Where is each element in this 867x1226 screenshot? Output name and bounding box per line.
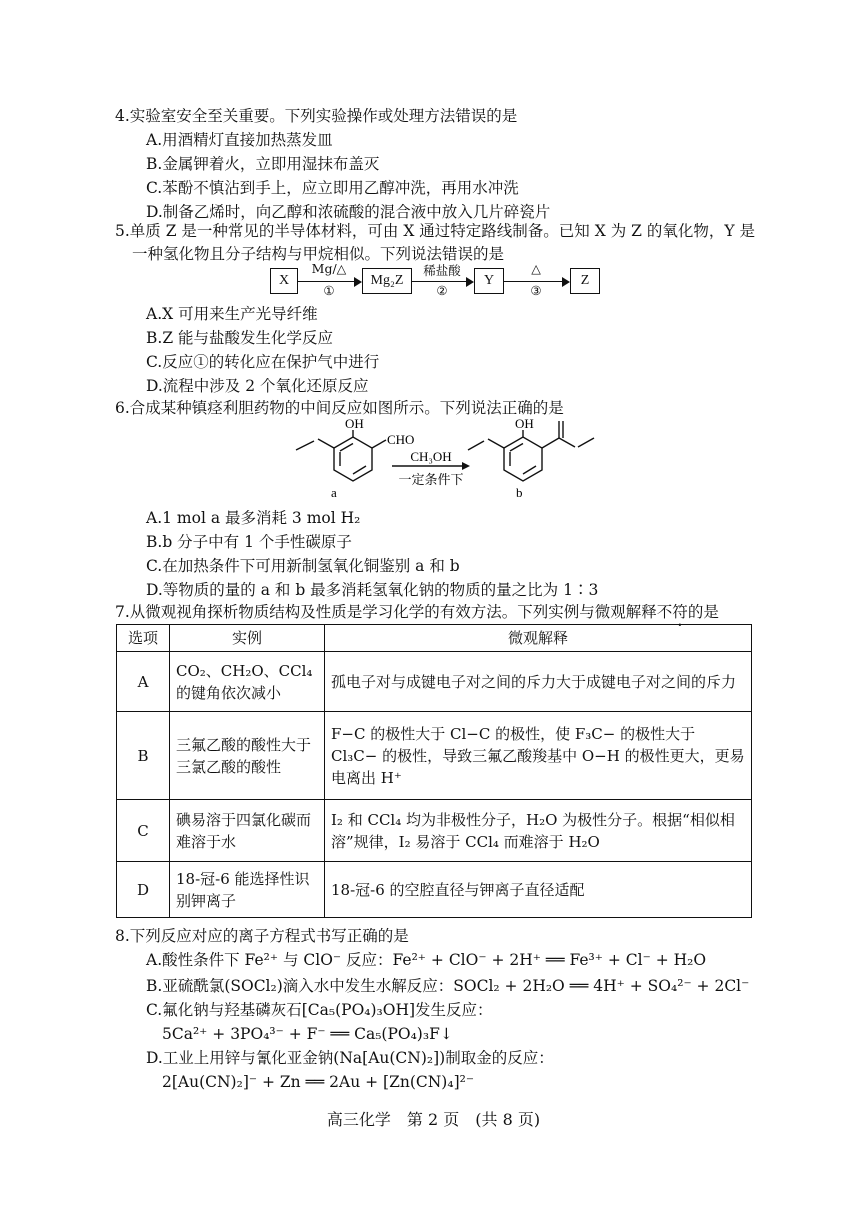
q5-stem-1: 5.单质 Z 是一种常见的半导体材料，可由 X 通过特定路线制备。已知 X 为 Z 的氧化物，Y 是 <box>115 222 755 240</box>
q4-stem: 4.实验室安全至关重要。下列实验操作或处理方法错误的是 <box>115 107 518 125</box>
q5-stem-2: 一种氢化物且分子结构与甲烷相似。下列说法错误的是 <box>132 245 505 263</box>
a-oh-label: OH <box>345 416 364 431</box>
header-example: 实例 <box>170 625 325 652</box>
q6-option-a: A.1 mol a 最多消耗 3 mol H₂ <box>146 509 361 527</box>
q4-option-b: B.金属钾着火，立即用湿抹布盖灭 <box>146 155 380 173</box>
q8-option-b: B.亚硫酰氯(SOCl₂)滴入水中发生水解反应：SOCl₂ + 2H₂O ══ 4H⁺ + SO₄²⁻ + 2Cl⁻ <box>146 977 750 995</box>
q7-stem-end: 的是 <box>687 603 719 621</box>
table-row <box>117 652 752 712</box>
arrow-2-top: 稀盐酸 <box>423 263 461 278</box>
table-row <box>117 862 752 918</box>
q8-option-d-line1: D.工业上用锌与氰化亚金钠(Na[Au(CN)₂])制取金的反应： <box>146 1049 554 1067</box>
q6-stem: 6.合成某种镇痉利胆药物的中间反应如图所示。下列说法正确的是 <box>115 399 564 417</box>
row-option: B <box>117 712 170 800</box>
arrow-1-top: Mg/△ <box>311 261 347 276</box>
q8-option-d-equation: 2[Au(CN)₂]⁻ + Zn ══ 2Au + [Zn(CN)₄]²⁻ <box>162 1073 475 1091</box>
page-footer: 高三化学 第 2 页 (共 8 页) <box>326 1110 541 1129</box>
header-explanation: 微观解释 <box>325 625 752 652</box>
q5-option-b: B.Z 能与盐酸发生化学反应 <box>146 329 334 347</box>
header-option: 选项 <box>117 625 170 652</box>
q8-stem: 8.下列反应对应的离子方程式书写正确的是 <box>115 927 409 945</box>
q5-option-d: D.流程中涉及 2 个氧化还原反应 <box>146 377 369 395</box>
node-mg2z: Mg₂Z <box>362 268 412 294</box>
row-option: D <box>117 862 170 918</box>
q6-reaction-scheme <box>0 0 867 520</box>
node-x: X <box>270 268 298 294</box>
q6-option-d: D.等物质的量的 a 和 b 最多消耗氢氧化钠的物质的量之比为 1∶3 <box>146 581 599 599</box>
arrow-3-bottom: ③ <box>530 283 542 298</box>
table-row <box>117 712 752 800</box>
row-option: C <box>117 800 170 862</box>
q6-arrowhead <box>462 462 470 470</box>
q7-stem-main: 7.从微观视角探析物质结构及性质是学习化学的有效方法。下列实例与微观解释不 <box>115 603 673 621</box>
q8-option-c-equation: 5Ca²⁺ + 3PO₄³⁻ + F⁻ ══ Ca₅(PO₄)₃F↓ <box>162 1025 453 1043</box>
row-explanation: 孤电子对与成键电子对之间的斥力大于成键电子对之间的斥力 <box>325 652 752 712</box>
row-example: 三氟乙酸的酸性大于三氯乙酸的酸性 <box>170 712 325 800</box>
q4-option-c: C.苯酚不慎沾到手上，应立即用乙醇冲洗，再用水冲洗 <box>146 179 519 197</box>
q5-option-c: C.反应①的转化应在保护气中进行 <box>146 353 380 371</box>
q6-option-b: B.b 分子中有 1 个手性碳原子 <box>146 533 352 551</box>
q6-reagent: CH₃OH <box>410 449 452 464</box>
label-b: b <box>516 485 523 500</box>
q6-condition: 一定条件下 <box>398 473 464 488</box>
q5-option-a: A.X 可用来生产光导纤维 <box>146 305 318 323</box>
node-z: Z <box>570 268 600 294</box>
q8-option-a: A.酸性条件下 Fe²⁺ 与 ClO⁻ 反应：Fe²⁺ + ClO⁻ + 2H⁺ ══ Fe³⁺ + Cl⁻ + H₂O <box>146 951 707 969</box>
row-option: A <box>117 652 170 712</box>
row-example: 18-冠-6 能选择性识别钾离子 <box>170 862 325 918</box>
table-row <box>117 800 752 862</box>
row-explanation: F−C 的极性大于 Cl−C 的极性，使 F₃C− 的极性大于 Cl₃C− 的极性，导致三氟乙酸羧基中 O−H 的极性更大，更易电离出 H⁺ <box>325 712 752 800</box>
a-cho-label: CHO <box>387 432 415 447</box>
q4-option-a: A.用酒精灯直接加热蒸发皿 <box>146 131 333 149</box>
row-explanation: I₂ 和 CCl₄ 均为非极性分子，H₂O 为极性分子。根据“相似相溶”规律，I₂ 易溶于 CCl₄ 而难溶于 H₂O <box>325 800 752 862</box>
arrow-2-bottom: ② <box>436 283 448 298</box>
row-explanation: 18-冠-6 的空腔直径与钾离子直径适配 <box>325 862 752 918</box>
table-header-row <box>117 625 752 652</box>
row-example: CO₂、CH₂O、CCl₄ 的键角依次减小 <box>170 652 325 712</box>
q7-stem-emphasis: 符 <box>672 603 688 621</box>
arrow-3-top: △ <box>531 261 541 276</box>
q8-option-c-line1: C.氟化钠与羟基磷灰石[Ca₅(PO₄)₃OH]发生反应： <box>146 1001 493 1019</box>
q6-option-c: C.在加热条件下可用新制氢氧化铜鉴别 a 和 b <box>146 557 460 575</box>
node-y: Y <box>474 268 504 294</box>
molecule-a-structure <box>296 430 386 481</box>
q7-table <box>116 624 752 918</box>
q4-option-d: D.制备乙烯时，向乙醇和浓硫酸的混合液中放入几片碎瓷片 <box>146 203 551 221</box>
row-example: 碘易溶于四氯化碳而难溶于水 <box>170 800 325 862</box>
arrow-1-bottom: ① <box>323 283 335 298</box>
b-oh-label: OH <box>515 416 534 431</box>
label-a: a <box>331 485 337 500</box>
